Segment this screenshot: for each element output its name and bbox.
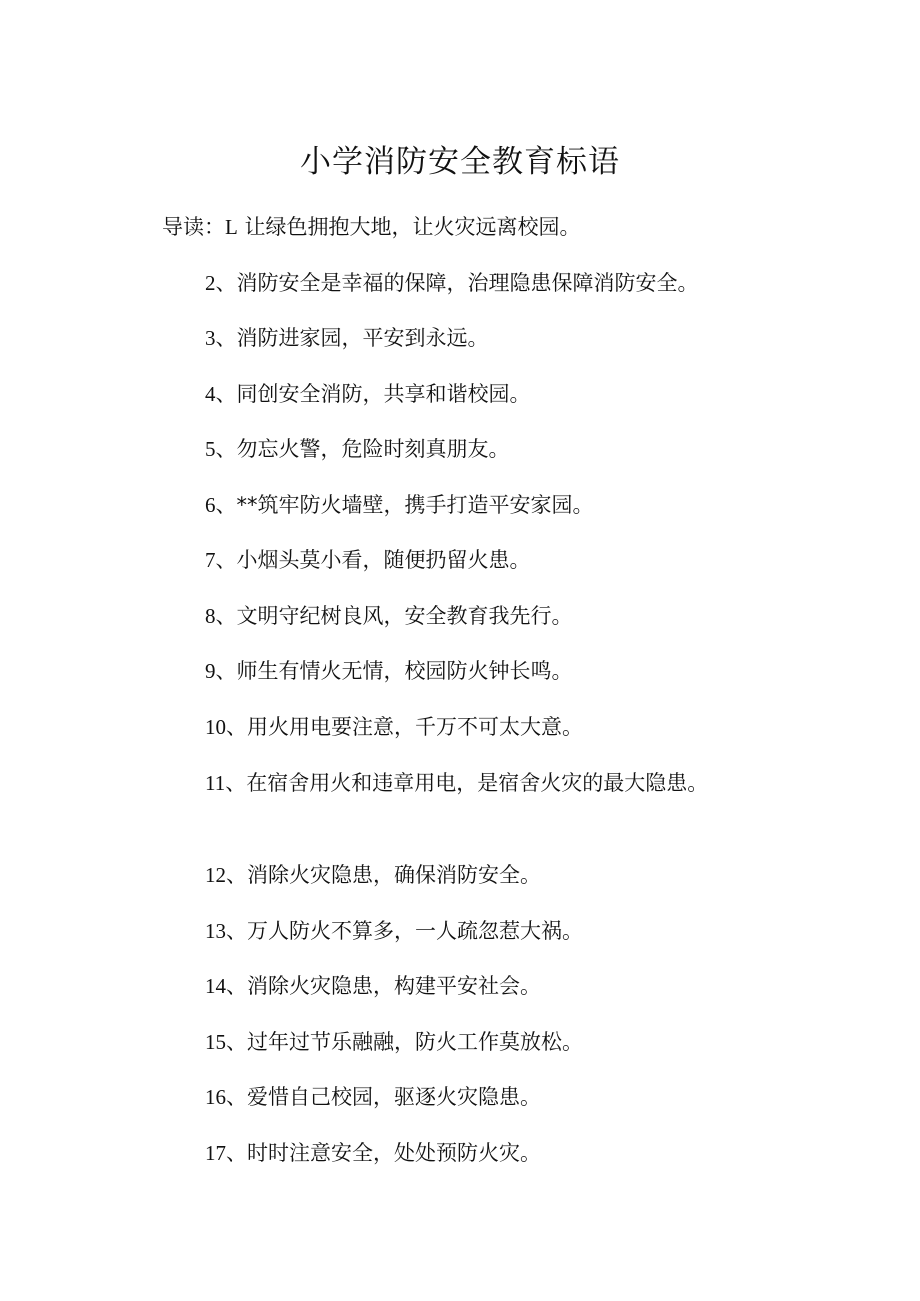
slogan-item [0,916,920,946]
item-text: 消除火灾隐患，构建平安社会。 [247,974,541,998]
slogan-item [0,971,920,1001]
slogan-item [0,1027,920,1057]
item-number: 6、 [205,493,237,517]
lead-number: L [225,215,238,239]
item-text: 小烟头莫小看，随便扔留火患。 [236,548,531,572]
item-number: 5、 [205,437,237,461]
item-text: 消防进家园，平安到永远。 [236,326,489,350]
slogan-item [0,656,920,686]
item-number: 15、 [205,1030,247,1054]
item-text: 在宿舍用火和违章用电，是宿舍火灾的最大隐患。 [246,771,709,795]
item-text: 消除火灾隐患，确保消防安全。 [247,863,541,887]
slogan-item [0,268,920,298]
item-number: 12、 [205,863,247,887]
item-text: 万人防火不算多，一人疏忽惹大祸。 [247,919,583,943]
item-number: 13、 [205,919,247,943]
slogan-item [0,379,920,409]
item-text: 勿忘火警，危险时刻真朋友。 [236,437,510,461]
item-text: 文明守纪树良风，安全教育我先行。 [236,604,573,628]
item-number: 9、 [205,659,237,683]
item-number: 7、 [205,548,237,572]
item-number: 11、 [205,771,247,795]
slogan-item [0,1138,920,1168]
item-text: 消防安全是幸福的保障，治理隐患保障消防安全。 [236,271,699,295]
item-text: 爱惜自己校园，驱逐火灾隐患。 [247,1085,541,1109]
item-number: 4、 [205,382,237,406]
lead-line [0,212,920,242]
item-number: 3、 [205,326,237,350]
item-number: 17、 [205,1141,247,1165]
lead-prefix: 导读： [162,215,225,239]
item-text: 用火用电要注意，千万不可太大意。 [247,715,583,739]
slogan-item [0,545,920,575]
slogan-item [0,601,920,631]
item-number: 8、 [205,604,237,628]
item-number: 2、 [205,271,237,295]
slogan-item [0,434,920,464]
item-text: 过年过节乐融融，防火工作莫放松。 [247,1030,583,1054]
slogan-item [0,712,920,742]
item-number: 16、 [205,1085,247,1109]
item-text: 同创安全消防，共享和谐校园。 [236,382,531,406]
slogan-item [0,323,920,353]
item-text: 时时注意安全，处处预防火灾。 [247,1141,541,1165]
item-text: 师生有情火无情，校园防火钟长鸣。 [236,659,573,683]
item-text: **筑牢防火墙壁，携手打造平安家园。 [236,493,594,517]
slogan-item-wrapped [162,764,722,802]
page-title: 小学消防安全教育标语 [300,144,620,180]
slogan-item [0,490,920,520]
slogan-item [0,1082,920,1112]
item-number: 10、 [205,715,247,739]
item-number: 14、 [205,974,247,998]
lead-text: 让绿色拥抱大地，让火灾远离校园。 [244,215,581,239]
slogan-item [0,860,920,890]
